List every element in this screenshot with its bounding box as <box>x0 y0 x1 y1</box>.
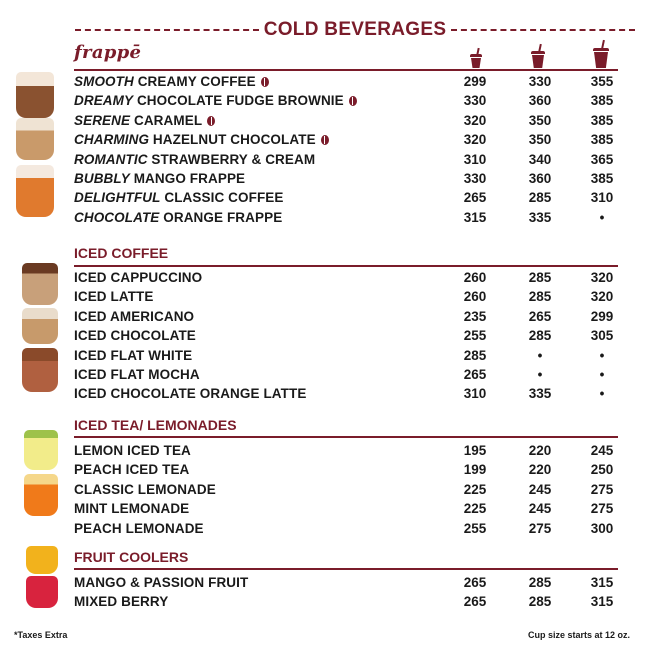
peach-iced-tea-drink-image <box>24 474 58 516</box>
menu-item-label: ICED FLAT MOCHA <box>74 367 200 382</box>
menu-item-row <box>74 171 634 190</box>
price-medium: • <box>537 367 543 382</box>
price-medium: 285 <box>528 270 552 285</box>
section-heading-frappe: frappē <box>74 42 142 63</box>
price-medium: 340 <box>528 151 552 167</box>
price-medium: 285 <box>528 190 552 206</box>
price-large: 385 <box>590 171 614 186</box>
menu-item-label: STRAWBERRY & CREAM <box>147 151 316 167</box>
menu-item-adjective: DELIGHTFUL <box>74 190 161 206</box>
menu-item-row <box>74 152 634 171</box>
menu-item-row <box>74 190 634 209</box>
frappe-rule <box>74 69 618 71</box>
smooth-creamy-coffee-drink-image <box>16 72 54 118</box>
price-large: 245 <box>590 443 614 458</box>
price-small: 265 <box>463 367 487 382</box>
menu-item-row <box>74 462 634 481</box>
price-medium: 285 <box>528 575 552 590</box>
fruit-coolers-rule <box>74 568 618 570</box>
price-medium: 285 <box>528 289 552 305</box>
price-large: 365 <box>590 151 614 167</box>
taxes-note: *Taxes Extra <box>14 630 68 640</box>
menu-item-name <box>74 462 189 477</box>
price-small: 315 <box>463 209 487 225</box>
menu-item-label: ORANGE FRAPPE <box>159 209 283 225</box>
price-small: 320 <box>463 132 487 148</box>
menu-item-name <box>74 289 154 304</box>
coffee-bean-icon <box>349 96 357 106</box>
price-large: 305 <box>590 328 614 344</box>
caramel-frappe-drink-image <box>16 118 54 160</box>
price-large: 385 <box>590 112 614 128</box>
menu-item-row <box>74 93 634 112</box>
price-small: 225 <box>463 501 487 517</box>
menu-item-name <box>74 575 248 590</box>
menu-item-label: MINT LEMONADE <box>74 501 190 517</box>
price-medium: 330 <box>528 74 552 89</box>
price-small: 310 <box>463 151 487 167</box>
price-medium: 335 <box>528 386 552 402</box>
menu-item-name <box>74 443 191 458</box>
menu-title <box>75 18 635 42</box>
price-medium: 360 <box>528 93 552 109</box>
menu-item-name <box>74 74 269 89</box>
price-large: 320 <box>590 289 614 305</box>
large-cup-icon <box>592 40 610 68</box>
price-small: 310 <box>463 386 487 402</box>
price-small: 199 <box>463 462 487 478</box>
price-small: 265 <box>463 594 487 610</box>
price-medium: 265 <box>528 308 552 324</box>
medium-cup-icon <box>530 44 546 68</box>
price-small: 260 <box>463 289 487 305</box>
price-small: 265 <box>463 190 487 206</box>
price-medium: 360 <box>528 171 552 186</box>
price-small: 255 <box>463 328 487 344</box>
price-medium: 245 <box>528 501 552 517</box>
menu-item-row <box>74 482 634 501</box>
menu-item-name <box>74 367 200 382</box>
menu-item-name <box>74 521 204 536</box>
price-small: 299 <box>463 74 487 89</box>
menu-item-adjective: DREAMY <box>74 93 134 109</box>
menu-item-name <box>74 152 315 167</box>
menu-item-name <box>74 482 216 497</box>
menu-item-row <box>74 348 634 367</box>
menu-item-label: CARAMEL <box>130 112 203 128</box>
menu-title-text: COLD BEVERAGES <box>263 19 447 40</box>
price-large: 310 <box>590 190 614 206</box>
menu-item-row <box>74 594 634 613</box>
menu-item-label: ICED CHOCOLATE <box>74 328 196 344</box>
menu-item-name <box>74 501 189 516</box>
title-dash-right <box>451 29 635 31</box>
price-large: 315 <box>590 575 614 590</box>
coffee-bean-icon <box>321 135 329 145</box>
menu-item-name <box>74 348 192 363</box>
cup-size-note: Cup size starts at 12 oz. <box>527 630 630 640</box>
price-small: 285 <box>463 347 487 363</box>
menu-item-label: CREAMY COFFEE <box>133 74 256 89</box>
menu-item-row <box>74 210 634 229</box>
menu-item-row <box>74 386 634 405</box>
price-small: 255 <box>463 520 487 536</box>
menu-item-row <box>74 289 634 308</box>
price-large: 315 <box>590 594 614 610</box>
menu-item-row <box>74 328 634 347</box>
menu-item-label: PEACH LEMONADE <box>74 520 204 536</box>
iced-latte-drink-image <box>22 308 58 344</box>
price-medium: 245 <box>528 481 552 497</box>
price-medium: 220 <box>528 462 552 478</box>
price-small: 225 <box>463 481 487 497</box>
lemon-iced-tea-drink-image <box>24 430 58 470</box>
menu-item-adjective: CHARMING <box>74 132 150 148</box>
menu-item-name <box>74 171 245 186</box>
mango-passion-fruit-drink-image <box>26 546 58 574</box>
price-small: 235 <box>463 308 487 324</box>
menu-item-label: MIXED BERRY <box>74 594 169 610</box>
menu-item-label: ICED LATTE <box>74 289 154 305</box>
menu-item-label: ICED CHOCOLATE ORANGE LATTE <box>74 386 307 402</box>
menu-item-row <box>74 270 634 289</box>
menu-item-name <box>74 210 282 225</box>
menu-item-name <box>74 386 306 401</box>
iced-cappuccino-drink-image <box>22 263 58 305</box>
price-small: 320 <box>463 112 487 128</box>
iced-chocolate-drink-image <box>22 348 58 392</box>
menu-item-adjective: ROMANTIC <box>74 151 148 167</box>
menu-item-name <box>74 132 329 147</box>
menu-item-label: ICED CAPPUCCINO <box>74 270 203 285</box>
menu-item-adjective: SMOOTH <box>74 74 134 89</box>
price-large: 320 <box>590 270 614 285</box>
menu-item-adjective: CHOCOLATE <box>74 209 160 225</box>
menu-item-label: ICED AMERICANO <box>74 308 195 324</box>
menu-item-label: HAZELNUT CHOCOLATE <box>149 132 316 148</box>
menu-item-name <box>74 113 215 128</box>
price-large: 300 <box>590 520 614 536</box>
menu-item-row <box>74 113 634 132</box>
menu-item-adjective: SERENE <box>74 112 131 128</box>
price-medium: 285 <box>528 328 552 344</box>
menu-item-label: CHOCOLATE FUDGE BROWNIE <box>133 93 344 109</box>
mango-frappe-drink-image <box>16 165 54 217</box>
menu-item-label: LEMON ICED TEA <box>74 443 191 458</box>
menu-item-adjective: BUBBLY <box>74 171 130 186</box>
coffee-bean-icon <box>207 116 215 126</box>
menu-item-label: MANGO FRAPPE <box>129 171 246 186</box>
menu-item-row <box>74 309 634 328</box>
price-small: 330 <box>463 93 487 109</box>
price-medium: 350 <box>528 112 552 128</box>
menu-item-label: PEACH ICED TEA <box>74 462 190 478</box>
price-large: 385 <box>590 132 614 148</box>
section-heading-fruit-coolers: FRUIT COOLERS <box>74 549 189 565</box>
price-large: 355 <box>590 74 614 89</box>
menu-item-name <box>74 594 168 609</box>
menu-item-row <box>74 521 634 540</box>
price-large: • <box>599 209 605 225</box>
menu-item-name <box>74 190 284 205</box>
menu-item-row <box>74 501 634 520</box>
menu-item-label: ICED FLAT WHITE <box>74 347 193 363</box>
price-large: 299 <box>590 308 614 324</box>
menu-item-name <box>74 270 202 285</box>
price-small: 265 <box>463 575 487 590</box>
price-large: 275 <box>590 481 614 497</box>
iced-tea-rule <box>74 436 618 438</box>
price-small: 195 <box>463 443 487 458</box>
price-medium: 335 <box>528 209 552 225</box>
price-medium: 285 <box>528 594 552 610</box>
small-cup-icon <box>469 48 483 68</box>
price-large: 275 <box>590 501 614 517</box>
menu-item-row <box>74 575 634 594</box>
price-large: 385 <box>590 93 614 109</box>
price-small: 330 <box>463 171 487 186</box>
price-medium: • <box>537 347 543 363</box>
title-dash-left <box>75 29 259 31</box>
price-large: • <box>599 347 605 363</box>
price-large: 250 <box>590 462 614 478</box>
menu-item-name <box>74 309 194 324</box>
price-medium: 220 <box>528 443 552 458</box>
price-medium: 350 <box>528 132 552 148</box>
menu-item-label: MANGO & PASSION FRUIT <box>74 575 249 590</box>
menu-item-name <box>74 93 357 108</box>
mixed-berry-drink-image <box>26 576 58 608</box>
menu-item-row <box>74 74 634 93</box>
menu-item-row <box>74 443 634 462</box>
menu-item-label: CLASSIC COFFEE <box>160 190 284 206</box>
coffee-bean-icon <box>261 77 269 87</box>
menu-item-row <box>74 132 634 151</box>
price-large: • <box>599 367 605 382</box>
section-heading-iced-coffee: ICED COFFEE <box>74 245 169 261</box>
menu-item-label: CLASSIC LEMONADE <box>74 481 216 497</box>
price-small: 260 <box>463 270 487 285</box>
price-large: • <box>599 386 605 402</box>
menu-item-row <box>74 367 634 386</box>
section-heading-iced-tea: ICED TEA/ LEMONADES <box>74 417 237 433</box>
price-medium: 275 <box>528 520 552 536</box>
iced-coffee-rule <box>74 265 618 267</box>
menu-item-name <box>74 328 196 343</box>
